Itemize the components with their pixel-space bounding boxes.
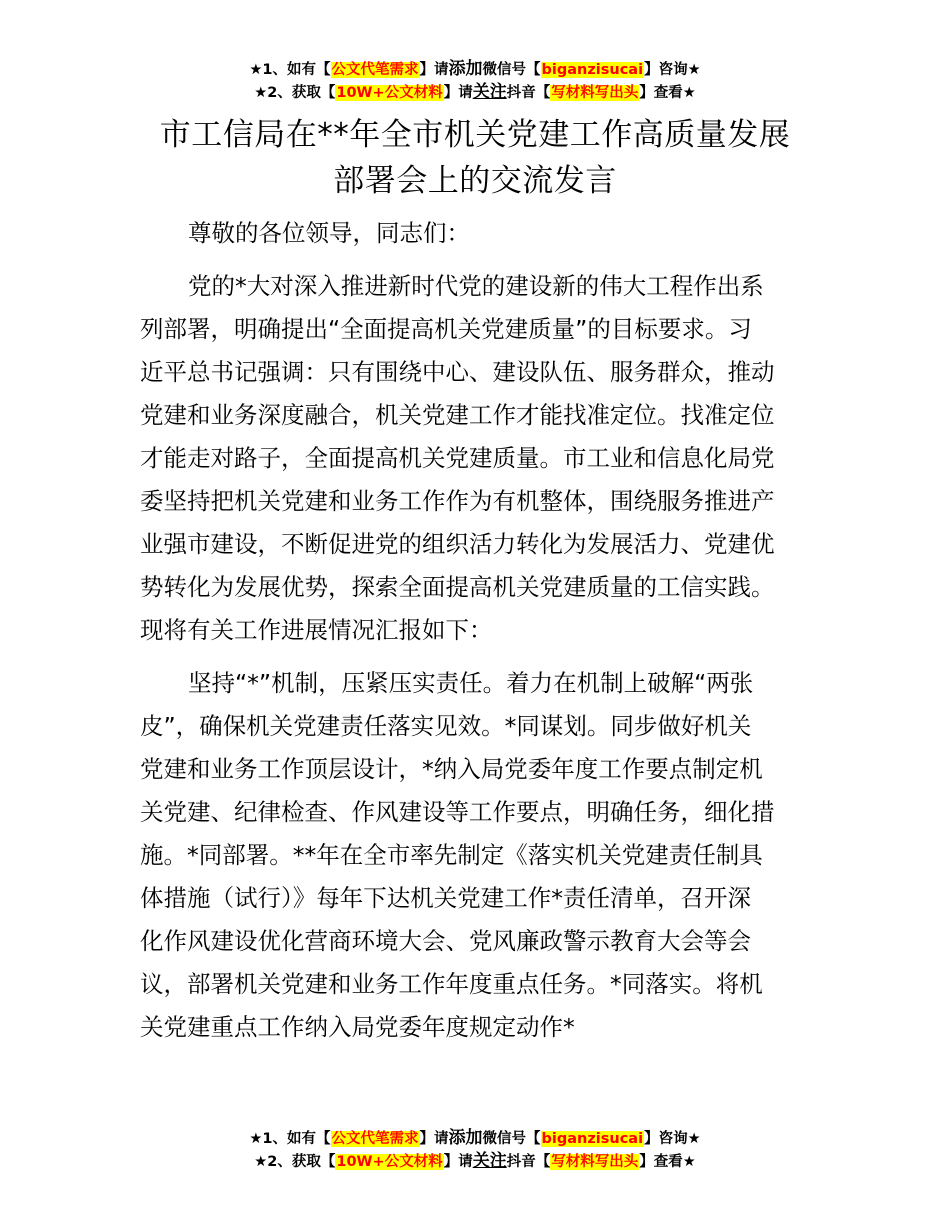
paragraph-line: 皮”，确保机关党建责任落实见效。*同谋划。同步做好机关 [140, 712, 752, 740]
greeting: 尊敬的各位领导，同志们： [188, 219, 470, 247]
promo-emphasis: 关注 [472, 1151, 507, 1171]
promo-emphasis: 关注 [472, 82, 507, 102]
promo-douyin-id: 写材料写出头 [551, 1154, 639, 1170]
paragraph-line: 关党建、纪律检查、作风建设等工作要点，明确任务，细化措 [140, 798, 775, 826]
promo-text: ★1、如有【 [249, 1131, 331, 1147]
promo-emphasis: 添加 [448, 1128, 483, 1148]
paragraph-1 [140, 265, 812, 652]
promo-douyin-id: 写材料写出头 [551, 85, 639, 101]
promo-text: 抖音【 [506, 85, 551, 101]
paragraph-line: 党建和业务工作顶层设计，*纳入局党委年度工作要点制定机 [140, 755, 763, 783]
promo-text: 】咨询★ [644, 62, 701, 78]
promo-text: 】请 [443, 85, 473, 101]
promo-line-2 [0, 81, 950, 104]
promo-text: 】请 [443, 1154, 473, 1170]
paragraph-line: 委坚持把机关党建和业务工作作为有机整体，围绕服务推进产 [140, 487, 775, 515]
promo-text: ★1、如有【 [249, 62, 331, 78]
paragraph-line: 关党建重点工作纳入局党委年度规定动作* [140, 1013, 575, 1041]
paragraph-line: 近平总书记强调：只有围绕中心、建设队伍、服务群众，推动 [140, 358, 775, 386]
promo-wechat-id: biganzisucai [541, 1131, 644, 1147]
promo-text: 微信号【 [482, 62, 541, 78]
paragraph-line: 列部署，明确提出“全面提高机关党建质量”的目标要求。习 [140, 315, 752, 343]
paragraph-line: 施。*同部署。**年在全市率先制定《落实机关党建责任制具 [140, 841, 763, 869]
promo-text: ★2、获取【 [254, 1154, 336, 1170]
promo-banner-bottom [0, 1127, 950, 1173]
promo-line-1 [0, 1127, 950, 1150]
title-line: 市工信局在**年全市机关党建工作高质量发展 [159, 117, 791, 153]
paragraph-line: 业强市建设，不断促进党的组织活力转化为发展活力、党建优 [140, 530, 775, 558]
promo-highlight: 10W+公文材料 [336, 85, 443, 101]
paragraph-line: 才能走对路子，全面提高机关党建质量。市工业和信息化局党 [140, 444, 775, 472]
promo-banner-top [0, 58, 950, 104]
document-body [140, 212, 812, 1049]
paragraph-2 [140, 662, 812, 1049]
title-line: 部署会上的交流发言 [333, 163, 617, 199]
promo-text: 】咨询★ [644, 1131, 701, 1147]
paragraph-line: 党建和业务深度融合，机关党建工作才能找准定位。找准定位 [140, 401, 775, 429]
paragraph-line: 党的*大对深入推进新时代党的建设新的伟大工程作出系 [188, 272, 764, 300]
promo-text: 】请 [419, 62, 449, 78]
promo-highlight: 公文代笔需求 [331, 1131, 419, 1147]
promo-line-2 [0, 1150, 950, 1173]
promo-text: 抖音【 [506, 1154, 551, 1170]
paragraph-line: 现将有关工作进展情况汇报如下： [140, 616, 493, 644]
paragraph-line: 化作风建设优化营商环境大会、党风廉政警示教育大会等会 [140, 927, 751, 955]
document-title [90, 112, 860, 204]
promo-text: ★2、获取【 [254, 85, 336, 101]
paragraph-line: 势转化为发展优势，探索全面提高机关党建质量的工信实践。 [140, 573, 775, 601]
promo-text: 】查看★ [639, 1154, 696, 1170]
promo-line-1 [0, 58, 950, 81]
promo-text: 】请 [419, 1131, 449, 1147]
promo-highlight: 公文代笔需求 [331, 62, 419, 78]
promo-text: 微信号【 [482, 1131, 541, 1147]
promo-highlight: 10W+公文材料 [336, 1154, 443, 1170]
paragraph-line: 议，部署机关党建和业务工作年度重点任务。*同落实。将机 [140, 970, 763, 998]
promo-emphasis: 添加 [448, 59, 483, 79]
promo-wechat-id: biganzisucai [541, 62, 644, 78]
paragraph-line: 体措施（试行）》每年下达机关党建工作*责任清单，召开深 [140, 884, 751, 912]
paragraph-line: 坚持“*”机制，压紧压实责任。着力在机制上破解“两张 [188, 669, 754, 697]
promo-text: 】查看★ [639, 85, 696, 101]
